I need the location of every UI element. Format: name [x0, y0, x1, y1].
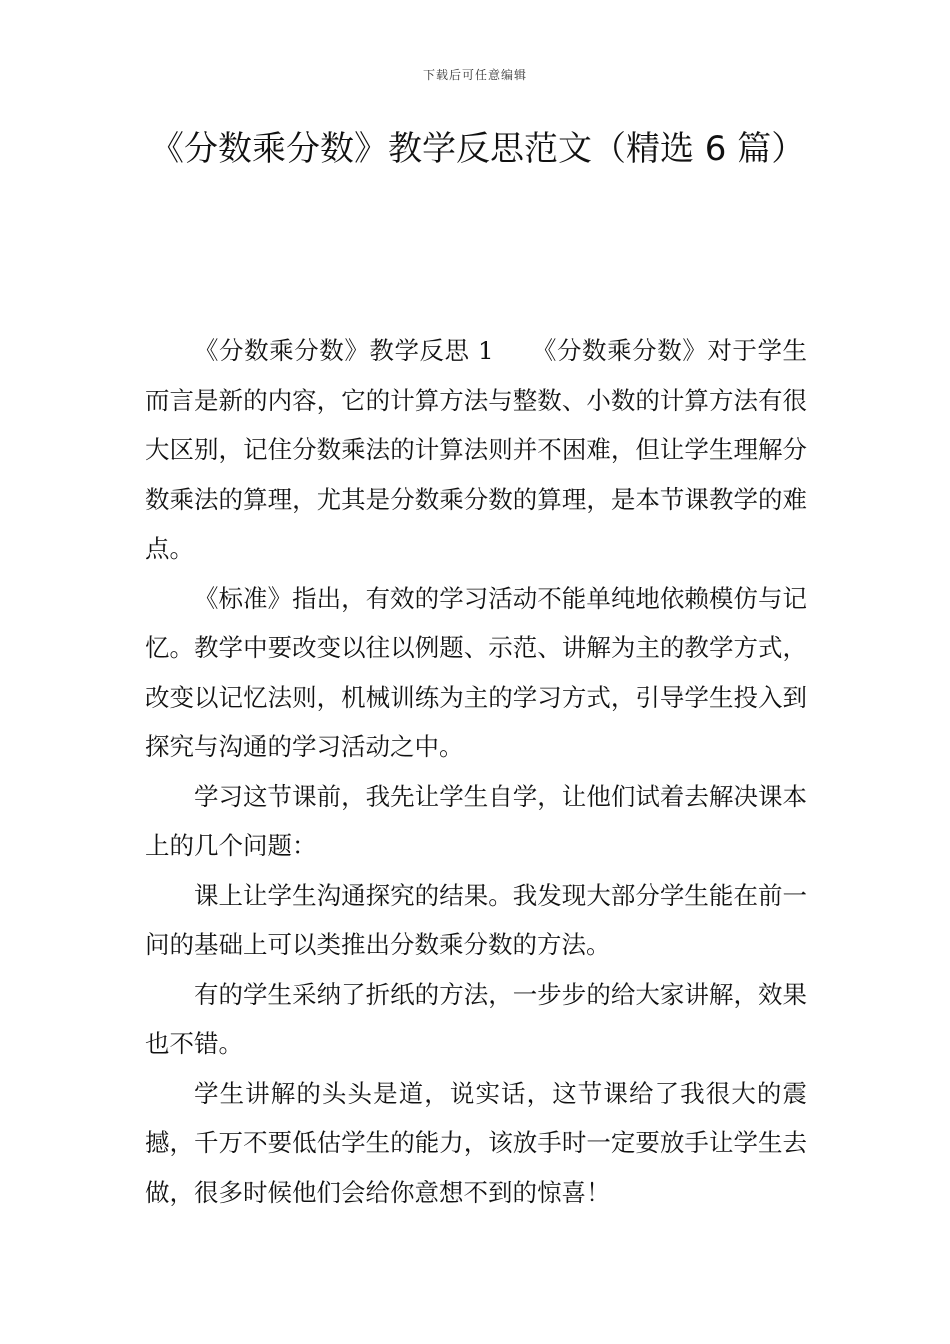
- document-body: [145, 326, 807, 1217]
- paragraph: 学习这节课前，我先让学生自学，让他们试着去解决课本上的几个问题：: [145, 781, 807, 860]
- paragraph: 《分数乘分数》教学反思 1 《分数乘分数》对于学生而言是新的内容，它的计算方法与整数、小数的计算方法有很大区别，记住分数乘法的计算法则并不困难，但让学生理解分数乘法的算理，尤其是分数乘分数的算理，是本节课教学的难点。: [145, 336, 807, 563]
- paragraph: 学生讲解的头头是道，说实话，这节课给了我很大的震撼，千万不要低估学生的能力，该放手时一定要放手让学生去做，很多时候他们会给你意想不到的惊喜！: [145, 1078, 807, 1207]
- paragraph: 课上让学生沟通探究的结果。我发现大部分学生能在前一问的基础上可以类推出分数乘分数的方法。: [145, 880, 807, 959]
- header-note: 下载后可任意编辑: [422, 68, 527, 82]
- paragraph: 《标准》指出，有效的学习活动不能单纯地依赖模仿与记忆。教学中要改变以往以例题、示范、讲解为主的教学方式，改变以记忆法则，机械训练为主的学习方式，引导学生投入到探究与沟通的学习活动之中。: [145, 583, 807, 761]
- document-title: 《分数乘分数》教学反思范文（精选 6 篇）: [150, 129, 806, 169]
- paragraph: 有的学生采纳了折纸的方法，一步步的给大家讲解，效果也不错。: [145, 979, 807, 1058]
